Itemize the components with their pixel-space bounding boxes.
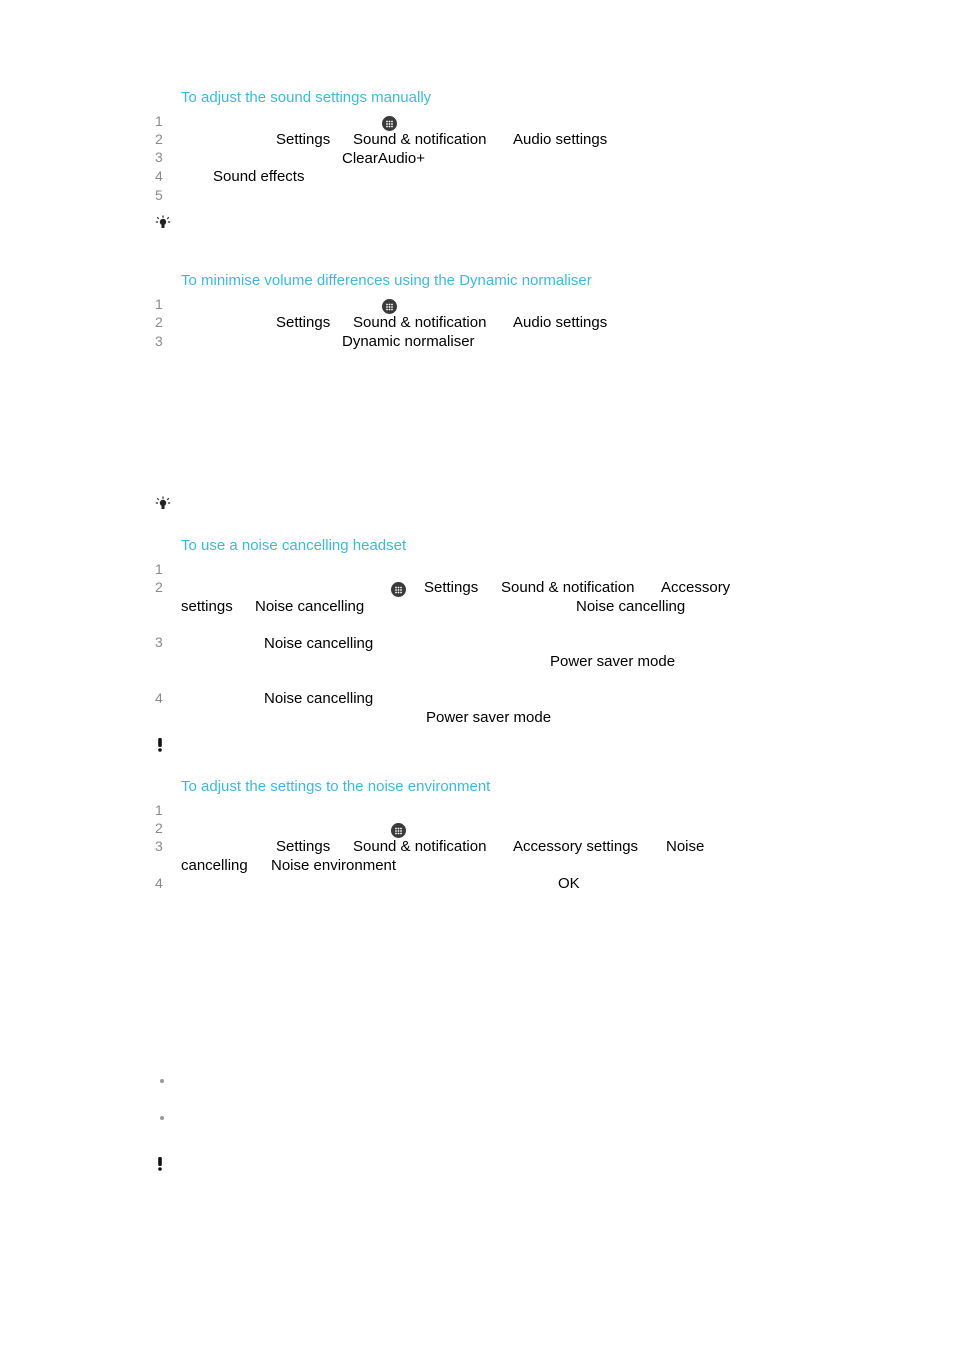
step-number: 2 xyxy=(155,579,163,595)
sound-notification-label: Sound & notification xyxy=(353,838,487,855)
noise-cancelling-label: Noise cancelling xyxy=(264,690,374,707)
settings-word-label: settings xyxy=(181,598,233,615)
apps-grid-icon xyxy=(382,299,397,314)
step-number: 2 xyxy=(155,820,163,836)
section-heading-dynamic-normaliser: To minimise volume differences using the Dynamic normaliser xyxy=(181,272,592,289)
clearaudio-label: ClearAudio+ xyxy=(342,150,425,167)
exclamation-note-icon xyxy=(156,1156,164,1172)
exclamation-note-icon xyxy=(156,737,164,753)
lightbulb-tip-icon xyxy=(155,215,171,231)
accessory-label: Accessory xyxy=(661,579,731,596)
section-heading-adjust-sound: To adjust the sound settings manually xyxy=(181,89,432,106)
settings-label: Settings xyxy=(276,838,331,855)
bullet-dot xyxy=(160,1079,164,1083)
step-number: 2 xyxy=(155,131,163,147)
settings-label: Settings xyxy=(276,131,331,148)
step-number: 1 xyxy=(155,113,163,129)
step-number: 1 xyxy=(155,561,163,577)
cancelling-label: cancelling xyxy=(181,857,248,874)
sound-effects-label: Sound effects xyxy=(213,168,305,185)
section-heading-noise-environment: To adjust the settings to the noise environment xyxy=(181,778,491,795)
step-number: 3 xyxy=(155,634,163,650)
apps-grid-icon xyxy=(382,116,397,131)
ok-label: OK xyxy=(558,875,580,892)
dynamic-normaliser-label: Dynamic normaliser xyxy=(342,333,475,350)
step-number: 4 xyxy=(155,875,163,891)
noise-cancelling-label: Noise cancelling xyxy=(576,598,686,615)
lightbulb-tip-icon xyxy=(155,496,171,512)
step-number: 1 xyxy=(155,296,163,312)
step-number: 3 xyxy=(155,149,163,165)
step-number: 4 xyxy=(155,168,163,184)
power-saver-mode-label: Power saver mode xyxy=(426,709,552,726)
step-number: 3 xyxy=(155,333,163,349)
power-saver-mode-label: Power saver mode xyxy=(550,653,676,670)
noise-cancelling-label: Noise cancelling xyxy=(255,598,365,615)
noise-cancelling-label: Noise cancelling xyxy=(264,635,374,652)
audio-settings-label: Audio settings xyxy=(513,314,608,331)
sound-notification-label: Sound & notification xyxy=(353,131,487,148)
bullet-dot xyxy=(160,1116,164,1120)
apps-grid-icon xyxy=(391,582,406,597)
step-number: 3 xyxy=(155,838,163,854)
audio-settings-label: Audio settings xyxy=(513,131,608,148)
accessory-settings-label: Accessory settings xyxy=(513,838,639,855)
noise-label: Noise xyxy=(666,838,705,855)
step-number: 4 xyxy=(155,690,163,706)
sound-notification-label: Sound & notification xyxy=(501,579,635,596)
step-number: 5 xyxy=(155,187,163,203)
sound-notification-label: Sound & notification xyxy=(353,314,487,331)
step-number: 1 xyxy=(155,802,163,818)
apps-grid-icon xyxy=(391,823,406,838)
settings-label: Settings xyxy=(424,579,479,596)
step-number: 2 xyxy=(155,314,163,330)
settings-label: Settings xyxy=(276,314,331,331)
noise-environment-label: Noise environment xyxy=(271,857,397,874)
section-heading-noise-cancelling-headset: To use a noise cancelling headset xyxy=(181,537,407,554)
